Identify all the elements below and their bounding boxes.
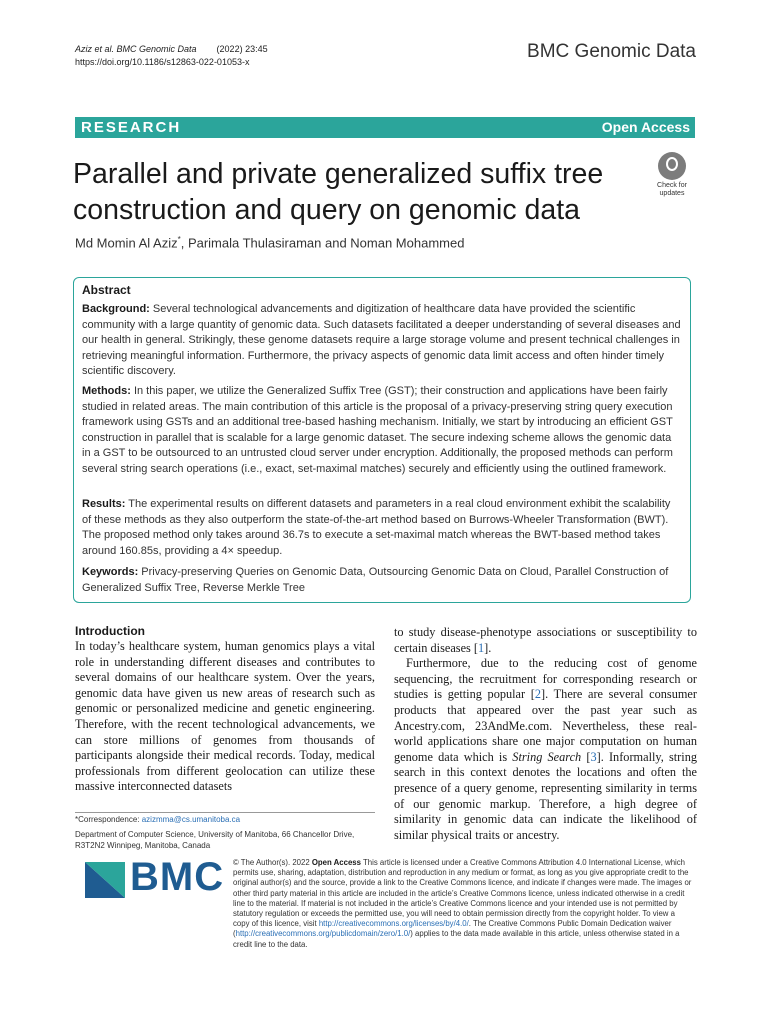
intro-paragraph-3: Furthermore, due to the reducing cost of genome sequencing, the recruitment for corresponding research or studies is getting popular [2]. There are several consumer products that appeared over the past year such as Ancestry.com, 23AndMe.com. Nevertheless, these real-world applications share one major computation on human genome data which is String Search [3]. Informally, string search in this context denotes the locations and often the presence of a query genome, representing similarity in terms of our genomic markup. Therefore, a high degree of similarity in genomic data can indicate the likelihood of similar physical traits or ancestry. [394,656,697,842]
intro-paragraph-1: In today’s healthcare system, human genomics plays a vital role in understanding different diseases and contributes to several domains of our healthcare system. Over the years, genomic data have given us new areas of research such as genomic or personalized medicine and genetic engineering. Therefore, with the recent technological advancements, we can store millions of genomes from thousands of participants alongside their medical records. Today, medical professionals from different geolocation can utilize these massive interconnected datasets [75,639,375,794]
abstract-methods: Methods: In this paper, we utilize the Generalized Suffix Tree (GST); their construction and applications have been fairly studied in related areas. The main contribution of this article is the proposal of a privacy-preserving string query execution framework using GSTs and an additional tree-based hashing mechanism. Initially, we start by introducing an efficient GST construction in parallel that is scalable for a large genomic dataset. The secure indexing scheme allows the genomic data in a GST to be outsourced to an untrusted cloud server under encryption. Additionally, the proposed methods can perform several string search operations (i.e., exact, set-maximal matches) securely and efficiently using the outlined framework. [82,385,673,475]
license-statement: © The Author(s). 2022 Open Access This article is licensed under a Creative Commons Attribution 4.0 International License, which permits use, sharing, adaptation, distribution and reproduction in any medium or format, as long as you give appropriate credit to the original author(s) and the source, provide a link to the Creative Commons licence, and indicate if changes were made. The images or other third party material in this article are included in the article’s Creative Commons licence, unless indicated otherwise in a credit line to the material. If material is not included in the article’s Creative Commons licence and your intended use is not permitted by statutory regulation or exceeds the permitted use, you will need to obtain permission directly from the copyright holder. To view a copy of this licence, visit http://creativecommons.org/licenses/by/4.0/. The Creative Commons Public Domain Dedication waiver (http://creativecommons.org/publicdomain/zero/1.0/) applies to the data made available in this article, unless otherwise stated in a credit line to the data. [233,858,692,949]
affiliation: Department of Computer Science, University of Manitoba, 66 Chancellor Drive, R3T2N2 Winnipeg, Manitoba, Canada [75,830,355,850]
bmc-logo-icon [85,862,125,898]
ref-3-link[interactable]: 3 [590,749,597,764]
ref-1-link[interactable]: 1 [478,640,485,655]
crossmark-label-2: updates [659,190,685,197]
crossmark-icon [658,152,686,180]
abstract-results: Results: The experimental results on different datasets and parameters in a real cloud environment exhibit the scalability of these methods as they also outperform the state-of-the-art method based on Burrows-Wheeler Transformation (BWT). The proposed method only takes around 36.7s to execute a set-maximal match whereas the BWT-based method takes around 160.85s, providing a 4× speedup. [82,498,671,557]
journal-name: BMC Genomic Data [527,41,696,62]
intro-left-column [75,624,375,795]
introduction-heading: Introduction [75,624,145,638]
intro-paragraph-2: to study disease-phenotype associations or susceptibility to certain diseases [1]. [394,625,697,655]
waiver-url-link[interactable]: http://creativecommons.org/publicdomain/zero/1.0/ [235,929,411,939]
citation-header [75,43,268,69]
authors-rest: , Parimala Thulasiraman and Noman Mohammed [180,235,465,251]
correspondence-email[interactable]: azizmma@cs.umanitoba.ca [141,815,241,824]
title-line-1: Parallel and private generalized suffix tree [73,158,604,190]
check-for-updates-badge[interactable] [650,152,694,202]
title-line-2: construction and query on genomic data [73,194,580,226]
article-title [73,156,633,228]
bmc-logo-text: BMC [130,855,225,899]
article-type-banner [75,117,695,138]
abstract-keywords: Keywords: Privacy-preserving Queries on Genomic Data, Outsourcing Genomic Data on Cloud, Parallel Construction of Generalized Suffix Tree, Reverse Merkle Tree [82,566,669,594]
abstract-background: Background: Several technological advancements and digitization of healthcare data have provided the scientific community with a large quantity of genomic data. Such datasets facilitated a deeper understanding of several diseases and our health in general. Strikingly, these genome datasets require a large storage volume and present technical challenges in retrieving meaningful information. Furthermore, the privacy aspects of genomic data limit access and often hinder timely scientific discovery. [82,303,681,377]
article-type-label: RESEARCH [81,119,182,136]
doi-link[interactable]: https://doi.org/10.1186/s12863-022-01053-x [75,57,250,67]
author-1: Md Momin Al Aziz [75,235,178,251]
crossmark-label-1: Check for [657,182,687,189]
license-url-link[interactable]: http://creativecommons.org/licenses/by/4.0/ [318,919,469,929]
open-access-label: Open Access [601,119,690,135]
intro-right-column [394,625,697,843]
abstract-heading: Abstract [82,283,131,297]
corresponding-mark: * [177,235,181,244]
correspondence-footnote: *Correspondence: azizmma@cs.umanitoba.ca Department of Computer Science, University of Manitoba, 66 Chancellor Drive, R3T2N2 Winnipeg, Manitoba, Canada [75,812,385,851]
author-list [75,235,464,250]
ref-2-link[interactable]: 2 [534,687,542,702]
citation-year-volume: (2022) 23:45 [196,44,268,54]
abstract-box [73,277,691,603]
citation-journal: Aziz et al. BMC Genomic Data [75,44,197,54]
